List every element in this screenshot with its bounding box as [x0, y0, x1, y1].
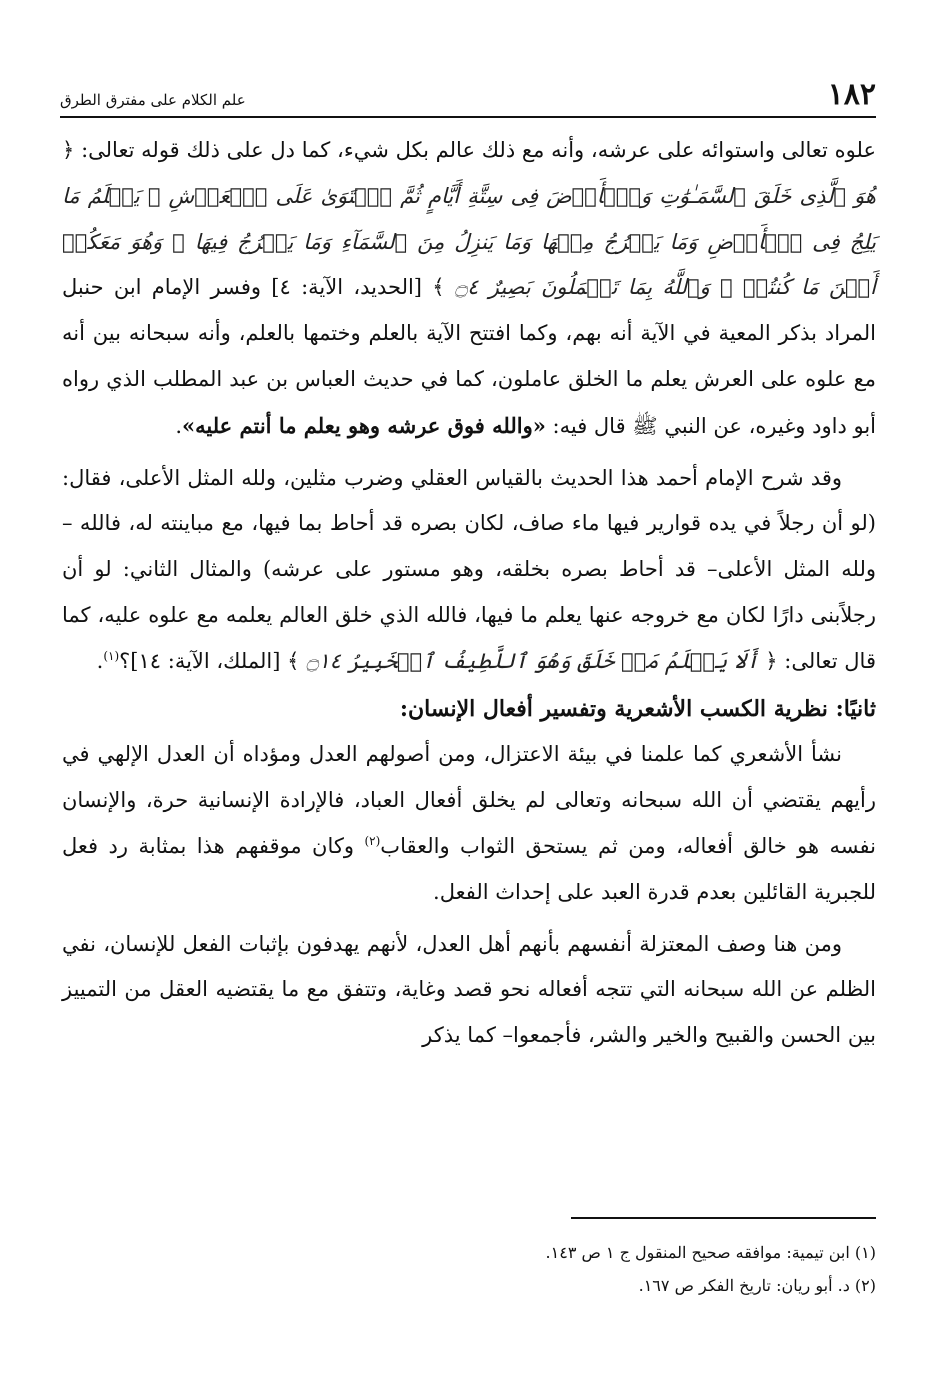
verse-reference: [الملك، الآية: ١٤]؟: [119, 648, 288, 673]
verse-open-bracket: ﴿: [62, 138, 75, 162]
paragraph-text: علوه تعالى واستوائه على عرشه، وأنه مع ذلك عالم بكل شيء، كما دل على ذلك قوله تعالى:: [74, 138, 876, 162]
running-title: علم الكلام على مفترق الطرق: [60, 91, 246, 109]
verse-close-bracket: ﴾: [432, 275, 445, 300]
verse-open-bracket: ﴿: [765, 648, 778, 673]
footnote-marker: (٢): [364, 833, 381, 848]
hadith-quote: «والله فوق عرشه وهو يعلم ما أنتم عليه»: [182, 412, 546, 438]
paragraph-text: ومن هنا وصف المعتزلة أنفسهم بأنهم أهل العدل، لأنهم يهدفون بإثبات الفعل للإنسان، نفي الظلم عن الله سبحانه التي تتجه أفعاله نحو قصد وغاية، وتتفق مع ما يقتضيه العقل من التمييز بين الحسن والقبيح والخير والشر، فأجمعوا– كما يذكر: [62, 931, 876, 1048]
paragraph-2: [62, 456, 876, 685]
sentence-end: .: [175, 413, 182, 438]
paragraph-text: وفسر الإمام ابن حنبل المراد بذكر المعية في الآية أنه بهم، وكما افتتح الآية بالعلم وختمها بالعلم، وأنه سبحانه بين أنه مع علوه على العرش يعلم ما الخلق عاملون، كما في حديث العباس بن عبد المطلب الذي رواه أبو داود وغيره، عن النبي ﷺ قال فيه:: [62, 275, 876, 438]
page-number: ١٨٢: [827, 77, 876, 112]
quran-verse: أَلَا يَعۡلَمُ مَنۡ خَلَقَ وَهُوَ ٱللَّطِيفُ ٱلۡخَبِيرُ ۝١٤: [299, 648, 766, 673]
footnotes: [62, 1236, 876, 1302]
footnote-2: (٢) د. أبو ريان: تاريخ الفكر ص ١٦٧.: [638, 1276, 876, 1295]
sentence-end: .: [96, 648, 104, 673]
paragraph-text: وقد شرح الإمام أحمد هذا الحديث بالقياس العقلي وضرب مثلين، ولله المثل الأعلى، فقال: (لو أن رجلاً في يده قوارير فيها ماء صاف، لكان بصره قد أحاط بما فيها، مع مباينته له، فالله –ولله المثل الأعلى– قد أحاط بصره بخلقه، وهو مستور على عرشه) والمثال الثاني: لو أن رجلاًبنى دارًا لكان مع خروجه عنها يعلم ما فيها، فالله الذي خلق العالم يعلمه مع علوه عليه، كما قال تعالى:: [62, 465, 876, 673]
page-header: [60, 70, 876, 118]
paragraph-text: وكان موقفهم هذا بمثابة رد فعل للجبرية القائلين بعدم قدرة العبد على إحداث الفعل.: [62, 833, 876, 904]
footnote-1: (١) ابن تيمية: موافقه صحيح المنقول ج ١ ص ١٤٣.: [545, 1243, 876, 1262]
paragraph-3: [62, 732, 876, 915]
main-text: [62, 128, 876, 1059]
paragraph-4: [62, 922, 876, 1059]
quran-verse: هُوَ ٱلَّذِى خَلَقَ ٱلسَّمَـٰوَٰتِ وَٱلۡأَرۡضَ فِى سِتَّةِ أَيَّامٍ ثُمَّ ٱسۡتَوَىٰ عَلَى ٱلۡعَرۡشِ ۚ يَعۡلَمُ مَا يَلِجُ فِى ٱلۡأَرۡضِ وَمَا يَخۡرُجُ مِنۡهَا وَمَا يَنزِلُ مِنَ ٱلسَّمَآءِ وَمَا يَعۡرُجُ فِيهَا ۖ وَهُوَ مَعَكُمۡ أَيۡنَ مَا كُنتُمۡ ۚ وَٱللَّهُ بِمَا تَعۡمَلُونَ بَصِيرٌ ۝٤: [62, 183, 876, 300]
footnote-marker: (١): [103, 648, 120, 663]
paragraph-text: نشأ الأشعري كما علمنا في بيئة الاعتزال، ومن أصولهم العدل ومؤداه أن العدل الإلهي في رأيهم يقتضي أن الله سبحانه وتعالى لم يخلق أفعال العباد، فالإرادة الإنسانية حرة، والإنسان نفسه هو خالق أفعاله، ومن ثم يستحق الثواب والعقاب: [62, 742, 876, 858]
verse-close-bracket: ﴾: [287, 648, 300, 673]
verse-reference: [الحديد، الآية: ٤]: [261, 275, 433, 300]
footnote-divider: [571, 1217, 876, 1219]
paragraph-1: [62, 128, 876, 450]
section-heading: ثانيًا: نظرية الكسب الأشعرية وتفسير أفعال الإنسان:: [399, 695, 876, 722]
